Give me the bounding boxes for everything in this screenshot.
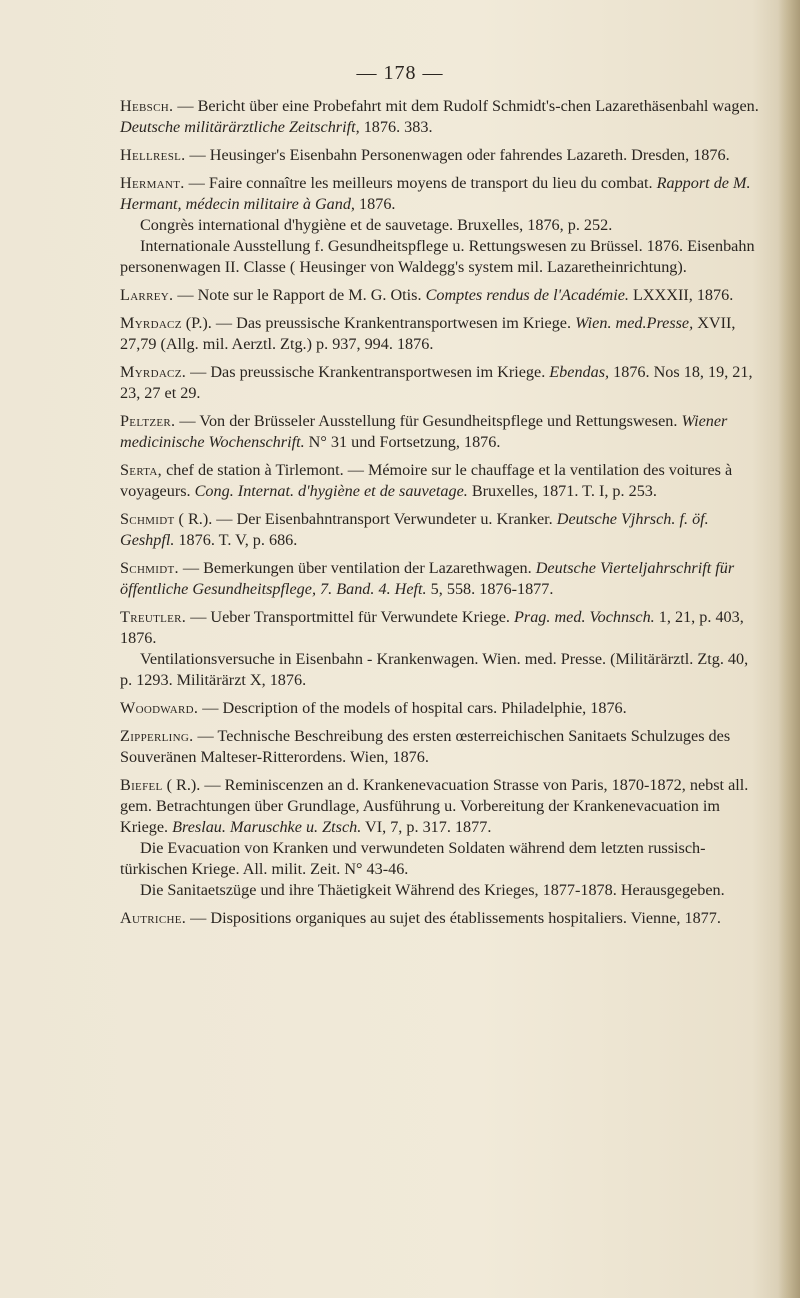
entry-citation: Bruxelles, 1871. T. I, p. 253.	[467, 482, 657, 500]
entry-hermant	[120, 173, 762, 278]
entry-citation: N° 31 und Fortsetzung, 1876.	[304, 433, 501, 451]
entry-citation: 1876. 383.	[359, 118, 433, 136]
entry-zipperling	[120, 726, 762, 768]
entry-citation: 1, 21, p. 403, 1876.	[120, 608, 744, 647]
entry-continuation: Die Evacuation von Kranken und verwundeten Soldaten während dem letzten russisch-türkischen Kriege. All. milit. Zeit. N° 43-46.	[120, 839, 706, 878]
entry-text: — Bemerkungen über ventilation der Lazarethwagen.	[178, 559, 536, 577]
entry-hebsch	[120, 96, 762, 138]
entry-serta	[120, 460, 762, 502]
entry-journal: Deutsche militärärztliche Zeitschrift,	[120, 118, 360, 136]
entry-citation: 1876. Nos 18, 19, 21, 23, 27 et 29.	[120, 363, 753, 402]
entry-author: Peltzer.	[120, 412, 176, 430]
entry-journal: Prag. med. Vochnsch.	[514, 608, 655, 626]
entry-text: chef de station à Tirlemont. — Mémoire sur le chauffage et la ventilation des voitures à voyageurs.	[120, 461, 733, 500]
entry-journal: Deutsche Vjhrsch. f. öf. Geshpfl.	[120, 510, 709, 549]
entry-author: Schmidt	[120, 510, 175, 528]
entry-author: Hellresl.	[120, 146, 186, 164]
entry-hellresl	[120, 145, 762, 166]
entry-text: — Ueber Transportmittel für Verwundete Kriege.	[186, 608, 515, 626]
entry-woodward	[120, 698, 762, 719]
entry-continuation: Internationale Ausstellung f. Gesundheitspflege u. Rettungswesen zu Brüssel. 1876. Eisenbahn personenwagen II. Classe ( Heusinger von Waldegg's system mil. Lazaretheinrichtung).	[120, 237, 755, 276]
entry-author: Hermant.	[120, 174, 185, 192]
entry-text: — Note sur le Rapport de M. G. Otis.	[173, 286, 426, 304]
entry-text: — Bericht über eine Probefahrt mit dem Rudolf Schmidt's-chen Lazarethäsenbahl wagen.	[173, 97, 759, 115]
entry-citation: VI, 7, p. 317. 1877.	[361, 818, 492, 836]
entry-schmidt-2	[120, 558, 762, 600]
entry-journal: Wiener medicinische Wochenschrift.	[120, 412, 728, 451]
entry-journal: Deutsche Vierteljahrschrift für öffentliche Gesundheitspflege, 7. Band. 4. Heft.	[120, 559, 735, 598]
entry-author: Zipperling.	[120, 727, 194, 745]
entry-biefel	[120, 775, 762, 901]
entry-citation: 1876.	[354, 195, 396, 213]
entry-schmidt-1	[120, 509, 762, 551]
entry-text: ( R.). — Der Eisenbahntransport Verwundeter u. Kranker.	[174, 510, 557, 528]
entry-text: — Technische Beschreibung des ersten œsterreichischen Sanitaets Schulzuges des Souveränen Malteser-Ritterordens. Wien, 1876.	[120, 727, 731, 766]
entry-author: Myrdacz	[120, 314, 182, 332]
entry-citation: 1876. T. V, p. 686.	[174, 531, 298, 549]
entry-citation: XVII, 27,79 (Allg. mil. Aerztl. Ztg.) p. 937, 994. 1876.	[120, 314, 736, 353]
entry-continuation: Ventilationsversuche in Eisenbahn - Krankenwagen. Wien. med. Presse. (Militärärztl. Ztg. 40, p. 1293. Militärärzt X, 1876.	[120, 650, 749, 689]
page-edge-shadow	[778, 0, 800, 1298]
entry-citation: 5, 558. 1876-1877.	[426, 580, 554, 598]
entry-myrdacz-2	[120, 362, 762, 404]
entry-continuation: Die Sanitaetszüge und ihre Thäetigkeit Während des Krieges, 1877-1878. Herausgegeben.	[140, 881, 725, 899]
entry-journal: Comptes rendus de l'Académie.	[425, 286, 629, 304]
entry-text: — Dispositions organiques au sujet des établissements hospitaliers. Vienne, 1877.	[186, 909, 721, 927]
entry-larrey	[120, 285, 762, 306]
entry-journal: Cong. Internat. d'hygiène et de sauvetage.	[194, 482, 468, 500]
entry-myrdacz-1	[120, 313, 762, 355]
entry-text: — Faire connaître les meilleurs moyens de transport du lieu du combat.	[184, 174, 657, 192]
entry-peltzer	[120, 411, 762, 453]
entry-author: Myrdacz.	[120, 363, 187, 381]
entry-text: — Description of the models of hospital cars. Philadelphie, 1876.	[198, 699, 627, 717]
entry-author: Larrey.	[120, 286, 174, 304]
entry-author: Treutler.	[120, 608, 187, 626]
entry-text: — Heusinger's Eisenbahn Personenwagen oder fahrendes Lazareth. Dresden, 1876.	[185, 146, 730, 164]
entry-author: Hebsch.	[120, 97, 174, 115]
entry-author: Schmidt.	[120, 559, 179, 577]
entry-author: Autriche.	[120, 909, 187, 927]
entry-journal: Wien. med.Presse,	[575, 314, 694, 332]
entry-author: Biefel	[120, 776, 163, 794]
entry-author: Serta,	[120, 461, 163, 479]
entry-text: (P.). — Das preussische Krankentransportwesen im Kriege.	[181, 314, 576, 332]
page-number: — 178 —	[356, 62, 444, 84]
entry-journal: Ebendas,	[549, 363, 610, 381]
entry-journal: Breslau. Maruschke u. Ztsch.	[172, 818, 362, 836]
entry-citation: LXXXII, 1876.	[628, 286, 734, 304]
entry-text: — Das preussische Krankentransportwesen im Kriege.	[186, 363, 550, 381]
entry-text: — Von der Brüsseler Ausstellung für Gesundheitspflege und Rettungswesen.	[175, 412, 682, 430]
bibliography-list	[120, 96, 762, 936]
entry-treutler	[120, 607, 762, 691]
entry-author: Woodward.	[120, 699, 199, 717]
entry-continuation: Congrès international d'hygiène et de sauvetage. Bruxelles, 1876, p. 252.	[140, 216, 613, 234]
entry-text: ( R.). — Reminiscenzen an d. Krankenevacuation Strasse von Paris, 1870-1872, nebst all. gem. Betrachtungen über Grundlage, Ausführung u. Vorbereitung der Krankenevacuation im Kriege.	[120, 776, 749, 836]
entry-journal: Rapport de M. Hermant, médecin militaire à Gand,	[120, 174, 751, 213]
entry-autriche	[120, 908, 762, 929]
